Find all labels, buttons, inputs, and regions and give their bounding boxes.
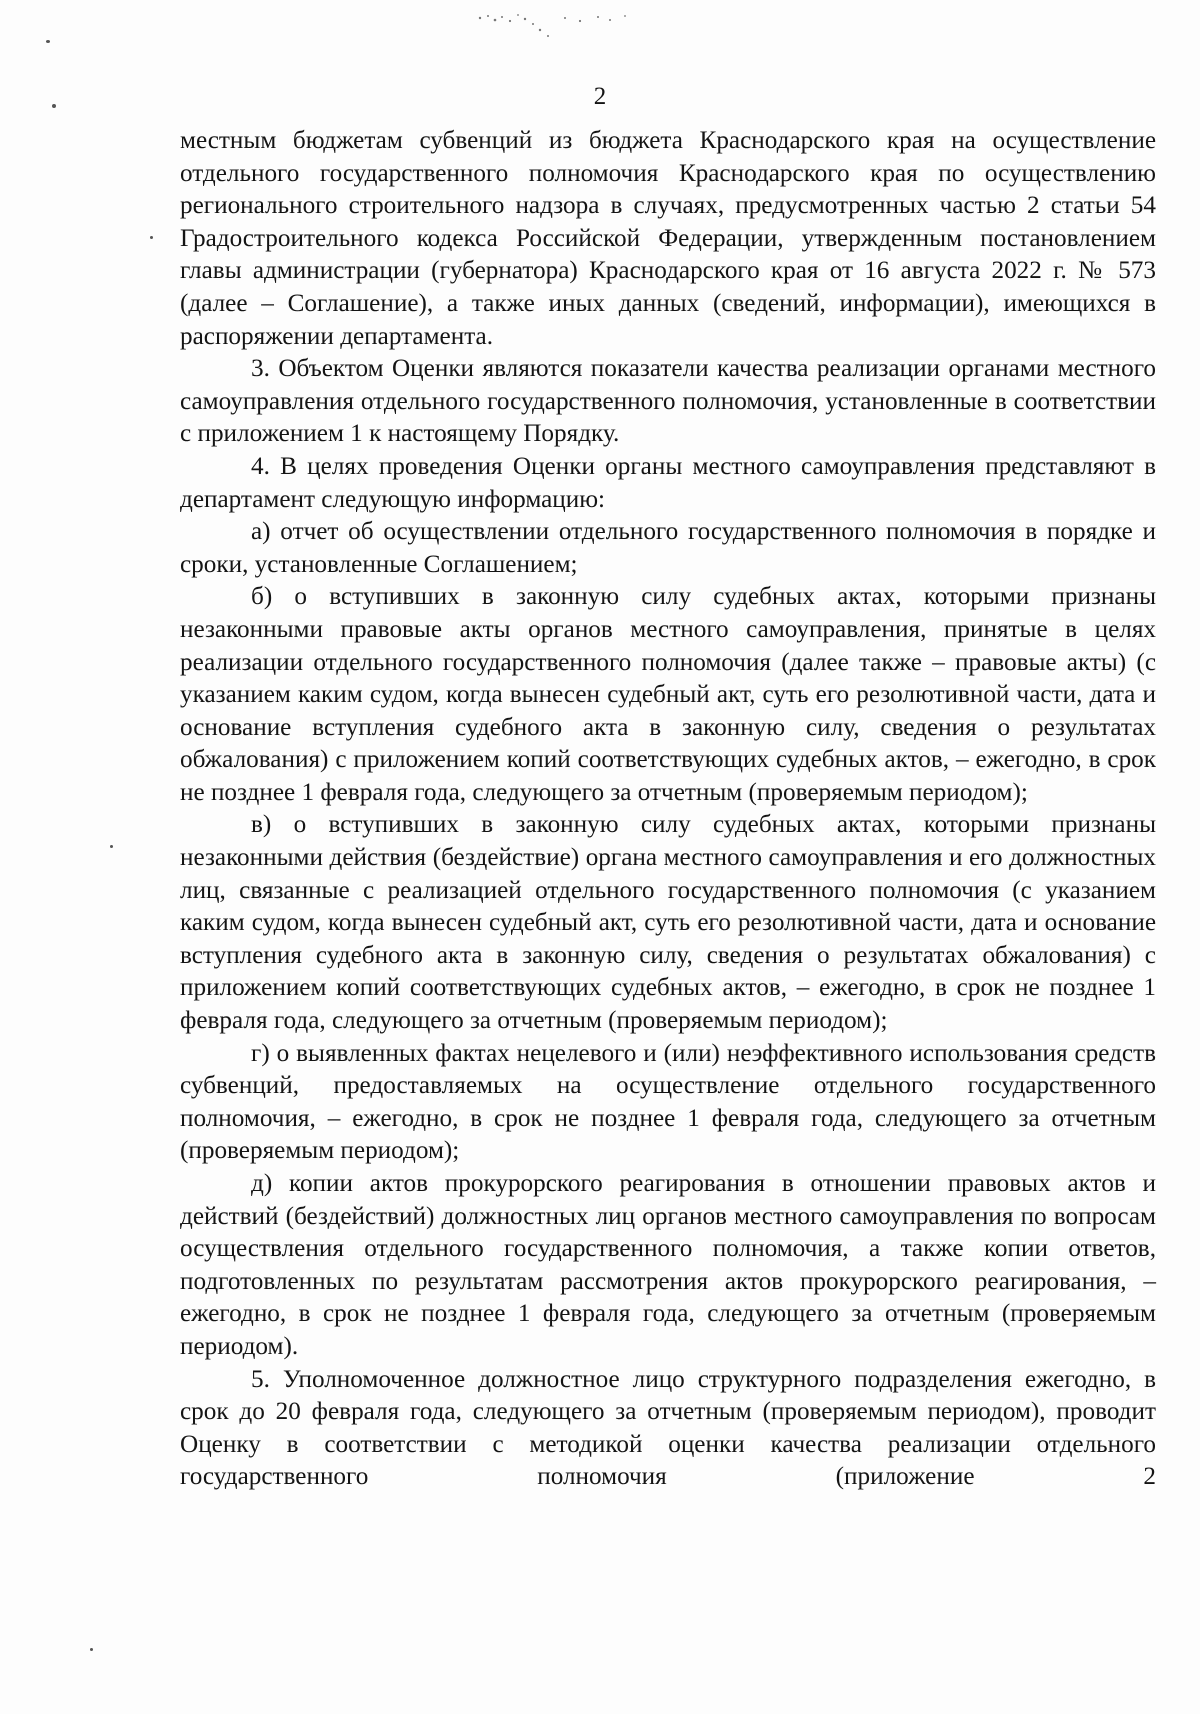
paragraph-subitem-b: б) о вступивших в законную силу судебных актах, которыми признаны незаконными правовые акты органов местного самоуправления, принятые в целях реализации отдельного государственного полномочия (далее также – правовые акты) (с указанием каким судом, когда вынесен судебный акт, суть его резолютивной части, дата и основание вступления судебного акта в законную силу, сведения о результатах обжалования) с приложением копий соответствующих судебных актов, – ежегодно, в срок не позднее 1 февраля года, следующего за отчетным (проверяемым периодом); [180,583,1156,806]
paragraph-continuation: местным бюджетам субвенций из бюджета Краснодарского края на осуществление отдельного государственного полномочия Краснодарского края по осуществлению регионального строительного надзора в случаях, предусмотренных частью 2 статьи 54 Градостроительного кодекса Российской Федерации, утвержденным постановлением главы администрации (губернатора) Краснодарского края от 16 августа 2022 г. № 573 (далее – Соглашение), а также иных данных (сведений, информации), имеющихся в распоряжении департамента. [180,127,1156,350]
scan-speck [90,1648,93,1651]
paragraph-item-3: 3. Объектом Оценки являются показатели качества реализации органами местного самоуправления отдельного государственного полномочия, установленные в соответствии с приложением 1 к настоящему Порядку. [180,355,1156,448]
paragraph-item-4: 4. В целях проведения Оценки органы местного самоуправления представляют в департамент следующую информацию: [180,452,1156,513]
scan-speck [46,40,50,43]
scan-artifact [470,12,700,42]
paragraph-subitem-d: д) копии актов прокурорского реагирования в отношении правовых актов и действий (бездействий) должностных лиц органов местного самоуправления по вопросам осуществления отдельного государственного полномочия, а также копии ответов, подготовленных по результатам рассмотрения актов прокурорского реагирования, – ежегодно, в срок не позднее 1 февраля года, следующего за отчетным (проверяемым периодом). [180,1170,1156,1360]
page-number: 2 [593,83,607,110]
paragraph-subitem-a: а) отчет об осуществлении отдельного государственного полномочия в порядке и сроки, установленные Соглашением; [180,518,1156,578]
paragraph-subitem-v: в) о вступивших в законную силу судебных актах, которыми признаны незаконными действия (бездействие) органа местного самоуправления и его должностных лиц, связанные с реализацией отдельного государственного полномочия (с указанием каким судом, когда вынесен судебный акт, суть его резолютивной части, дата и основание вступления судебного акта в законную силу, сведения о результатах обжалования) с приложением копий соответствующих судебных актов, – ежегодно, в срок не позднее 1 февраля года, следующего за отчетным (проверяемым периодом); [180,811,1156,1035]
paragraph-item-5: 5. Уполномоченное должностное лицо структурного подразделения ежегодно, в срок до 20 февраля года, следующего за отчетным (проверяемым периодом), проводит Оценку в соответствии с методикой оценки качества реализации отдельного государственного полномочия (приложение 2 [180,1365,1156,1491]
scan-speck [150,236,153,239]
document-body [180,125,1156,1494]
paragraph-subitem-g: г) о выявленных фактах нецелевого и (или) неэффективного использования средств субвенций, предоставляемых на осуществление отдельного государственного полномочия, – ежегодно, в срок не позднее 1 февраля года, следующего за отчетным (проверяемым периодом); [180,1039,1156,1165]
scan-speck [110,845,113,848]
